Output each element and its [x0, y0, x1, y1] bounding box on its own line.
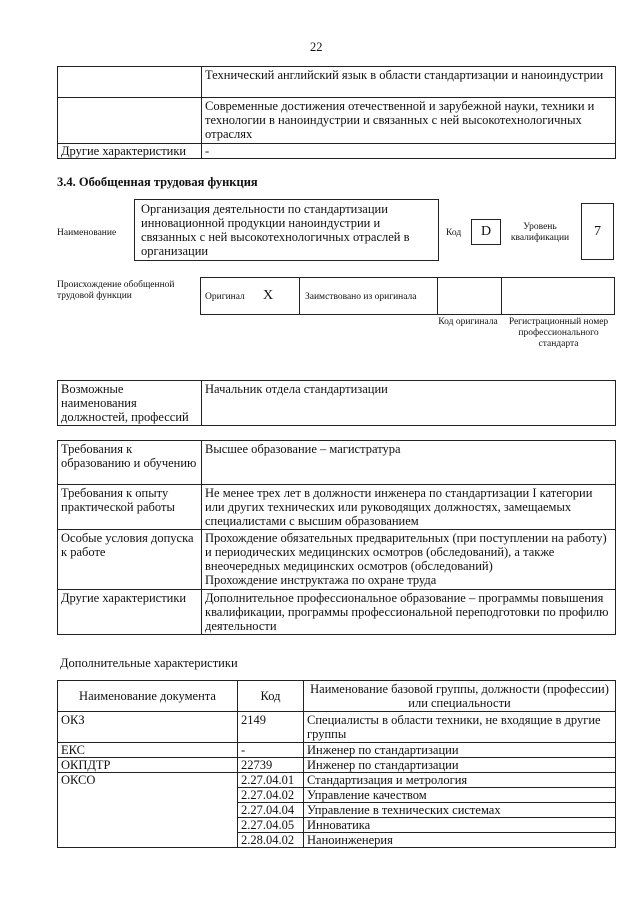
table-row-doc: ОКСО	[58, 773, 238, 848]
top-row-1: Технический английский язык в области стандартизации и наноиндустрии	[202, 67, 616, 98]
header-code: Код	[238, 681, 304, 712]
origin-table	[200, 277, 615, 315]
table-row-code: 2.27.04.05	[238, 818, 304, 833]
req-other-label: Другие характеристики	[58, 590, 202, 635]
table-row-code: -	[238, 743, 304, 758]
table-row-name: Управление в технических системах	[304, 803, 616, 818]
code-caption: Код оригинала	[438, 317, 498, 327]
req-experience-value: Не менее трех лет в должности инженера по стандартизации I категории или других технических или руководящих должностях, замещаемых специалистами с высшим образованием	[202, 485, 616, 530]
level-value: 7	[581, 203, 614, 260]
positions-table	[57, 380, 616, 426]
table-row-name: Инженер по стандартизации	[304, 758, 616, 773]
code-label: Код	[446, 228, 462, 238]
page-number: 22	[310, 40, 323, 54]
table-row-code: 2.27.04.02	[238, 788, 304, 803]
header-name: Наименование базовой группы, должности (профессии) или специальности	[304, 681, 616, 712]
name-label: Наименование	[57, 228, 117, 238]
table-row-name: Стандартизация и метрология	[304, 773, 616, 788]
table-row-name: Наноинженерия	[304, 833, 616, 848]
reg-caption: Регистрационный номер профессионального стандарта	[508, 317, 609, 349]
origin-label: Происхождение обобщенной трудовой функции	[57, 280, 175, 301]
top-row-3-value: -	[202, 144, 616, 159]
table-row-name: Инженер по стандартизации	[304, 743, 616, 758]
req-education-value: Высшее образование – магистратура	[202, 441, 616, 485]
req-experience-label: Требования к опыту практической работы	[58, 485, 202, 530]
req-admission-text-2: Прохождение инструктажа по охране труда	[205, 573, 437, 587]
original-mark: X	[263, 288, 274, 303]
req-admission-label: Особые условия допуска к работе	[58, 530, 202, 590]
top-table	[57, 66, 616, 159]
borrowed-label: Заимствовано из оригинала	[305, 292, 417, 302]
table-row-name: Специалисты в области техники, не входящие в другие группы	[304, 712, 616, 743]
table-row-doc: ЕКС	[58, 743, 238, 758]
requirements-table	[57, 440, 616, 635]
table-row-code: 2.27.04.01	[238, 773, 304, 788]
top-row-3-label: Другие характеристики	[58, 144, 202, 159]
req-other-value: Дополнительное профессиональное образование – программы повышения квалификации, программы профессиональной переподготовки по профилю деятельности	[202, 590, 616, 635]
section-title: 3.4. Обобщенная трудовая функция	[57, 175, 258, 189]
additional-title: Дополнительные характеристики	[60, 656, 238, 670]
req-admission-value	[202, 530, 616, 590]
original-label: Оригинал	[205, 292, 245, 302]
table-row-code: 2149	[238, 712, 304, 743]
table-row-code: 2.27.04.04	[238, 803, 304, 818]
code-value: D	[471, 219, 501, 245]
table-row-name: Инноватика	[304, 818, 616, 833]
header-document: Наименование документа	[58, 681, 238, 712]
name-value: Организация деятельности по стандартизации инновационной продукции наноиндустрии и связанных с ней высокотехнологичных отраслей в организации	[134, 199, 439, 261]
table-row-doc: ОКЗ	[58, 712, 238, 743]
positions-value: Начальник отдела стандартизации	[202, 381, 616, 426]
additional-table	[57, 680, 616, 848]
top-row-2: Современные достижения отечественной и зарубежной науки, техники и технологии в наноиндустрии и связанных с ней высокотехнологичных отраслях	[202, 98, 616, 144]
table-row-code: 22739	[238, 758, 304, 773]
req-admission-text: Прохождение обязательных предварительных (при поступлении на работу) и периодических медицинских осмотров (обследований), а также внеочередных медицинских осмотров (обследований)	[205, 531, 607, 573]
table-row-doc: ОКПДТР	[58, 758, 238, 773]
level-label: Уровень квалификации	[510, 222, 570, 243]
req-education-label: Требования к образованию и обучению	[58, 441, 202, 485]
positions-label: Возможные наименования должностей, профессий	[58, 381, 202, 426]
table-row-code: 2.28.04.02	[238, 833, 304, 848]
table-row-name: Управление качеством	[304, 788, 616, 803]
